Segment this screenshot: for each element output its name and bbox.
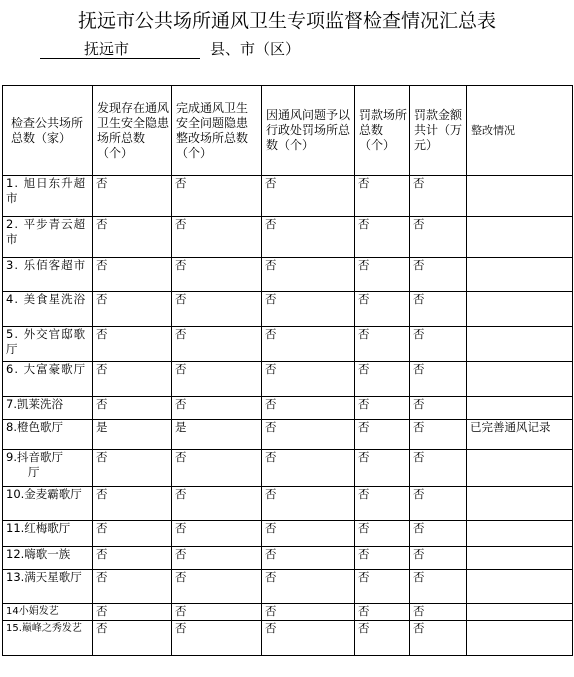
region-city: 抚远市 [40, 40, 200, 59]
hazard-found-cell: 否 [93, 450, 172, 487]
table-header-row [3, 86, 573, 176]
venue-name: 3. 乐佰客超市 [6, 258, 87, 272]
venue-name: 9.抖音歌厅 [6, 450, 63, 464]
rectified-cell: 否 [172, 327, 262, 362]
venue-name-cell [3, 362, 93, 397]
header-hazard-venues: 发现存在通风卫生安全隐患场所总数（个） [93, 86, 172, 176]
header-penalized-venues: 因通风问题予以行政处罚场所总数（个） [262, 86, 355, 176]
venue-name: 12.嗨歌一族 [6, 547, 71, 561]
rectification-status-cell [467, 604, 573, 621]
rectification-status-cell [467, 570, 573, 604]
hazard-found-cell: 否 [93, 487, 172, 521]
venue-name-cell [3, 176, 93, 217]
fine-amount-cell: 否 [410, 258, 467, 292]
rectification-status-cell [467, 547, 573, 570]
fine-amount-cell: 否 [410, 570, 467, 604]
region-line [40, 40, 300, 60]
table-row [3, 487, 573, 521]
venue-name: 5. 外交官邸歌厅 [6, 327, 87, 356]
venue-name-cell [3, 258, 93, 292]
rectification-status-cell [467, 176, 573, 217]
hazard-found-cell: 否 [93, 570, 172, 604]
penalized-cell: 否 [262, 570, 355, 604]
venue-name: 2. 平步青云超市 [6, 217, 87, 246]
venue-name: 1. 旭日东升超市 [6, 176, 87, 205]
rectified-cell: 否 [172, 217, 262, 258]
fine-amount-cell: 否 [410, 604, 467, 621]
hazard-found-cell: 否 [93, 258, 172, 292]
venue-name-cell [3, 217, 93, 258]
fine-amount-cell: 否 [410, 547, 467, 570]
venue-name-cell [3, 521, 93, 547]
fine-amount-cell: 否 [410, 176, 467, 217]
fined-cell: 否 [355, 487, 410, 521]
rectified-cell: 否 [172, 487, 262, 521]
fine-amount-cell: 否 [410, 621, 467, 656]
venue-name-cell [3, 487, 93, 521]
rectified-cell: 否 [172, 176, 262, 217]
venue-name: 11.红梅歌厅 [6, 521, 71, 535]
table-row [3, 570, 573, 604]
rectification-status-cell [467, 521, 573, 547]
venue-name: 6. 大富豪歌厅 [6, 362, 87, 376]
rectified-cell: 否 [172, 362, 262, 397]
fine-amount-cell: 否 [410, 450, 467, 487]
venue-name-cell [3, 570, 93, 604]
fine-amount-cell: 否 [410, 487, 467, 521]
penalized-cell: 否 [262, 292, 355, 327]
fined-cell: 否 [355, 176, 410, 217]
venue-name: 4. 美食星洗浴 [6, 292, 87, 306]
venue-name-cell [3, 604, 93, 621]
fined-cell: 否 [355, 450, 410, 487]
hazard-found-cell: 否 [93, 547, 172, 570]
fined-cell: 否 [355, 604, 410, 621]
penalized-cell: 否 [262, 327, 355, 362]
hazard-found-cell: 否 [93, 604, 172, 621]
inspection-summary-table [2, 85, 573, 656]
table-row [3, 450, 573, 487]
fined-cell: 否 [355, 397, 410, 420]
fine-amount-cell: 否 [410, 521, 467, 547]
rectified-cell: 否 [172, 604, 262, 621]
rectified-cell: 否 [172, 547, 262, 570]
rectified-cell: 否 [172, 450, 262, 487]
penalized-cell: 否 [262, 450, 355, 487]
venue-name: 10.金麦霸歌厅 [6, 487, 82, 501]
rectified-cell: 否 [172, 521, 262, 547]
fined-cell: 否 [355, 547, 410, 570]
fined-cell: 否 [355, 570, 410, 604]
venue-name: 7.凯莱洗浴 [6, 397, 63, 411]
venue-name: 13.满天星歌厅 [6, 570, 82, 584]
venue-name-continuation: 厅 [28, 465, 40, 479]
venue-name: 8.橙色歌厅 [6, 420, 63, 434]
rectification-status-cell: 已完善通风记录 [467, 420, 573, 450]
rectified-cell: 否 [172, 397, 262, 420]
penalized-cell: 否 [262, 217, 355, 258]
table-row [3, 217, 573, 258]
hazard-found-cell: 否 [93, 176, 172, 217]
penalized-cell: 否 [262, 420, 355, 450]
penalized-cell: 否 [262, 176, 355, 217]
table-row [3, 621, 573, 656]
hazard-found-cell: 否 [93, 521, 172, 547]
fined-cell: 否 [355, 258, 410, 292]
rectified-cell: 否 [172, 258, 262, 292]
venue-name-cell [3, 327, 93, 362]
hazard-found-cell: 否 [93, 217, 172, 258]
venue-name-cell [3, 450, 93, 487]
table-row [3, 547, 573, 570]
fined-cell: 否 [355, 217, 410, 258]
fine-amount-cell: 否 [410, 217, 467, 258]
header-fine-amount: 罚款金额共计（万元） [410, 86, 467, 176]
table-row [3, 604, 573, 621]
rectified-cell: 否 [172, 292, 262, 327]
fined-cell: 否 [355, 362, 410, 397]
hazard-found-cell: 否 [93, 621, 172, 656]
table-row [3, 362, 573, 397]
hazard-found-cell: 否 [93, 362, 172, 397]
hazard-found-cell: 是 [93, 420, 172, 450]
table-row [3, 292, 573, 327]
fine-amount-cell: 否 [410, 292, 467, 327]
fined-cell: 否 [355, 621, 410, 656]
rectification-status-cell [467, 621, 573, 656]
venue-name-cell [3, 292, 93, 327]
rectified-cell: 否 [172, 570, 262, 604]
rectification-status-cell [467, 487, 573, 521]
rectification-status-cell [467, 397, 573, 420]
penalized-cell: 否 [262, 362, 355, 397]
fine-amount-cell: 否 [410, 397, 467, 420]
fined-cell: 否 [355, 420, 410, 450]
header-rectification-status: 整改情况 [467, 86, 573, 176]
header-total-venues: 检查公共场所总数（家） [3, 86, 93, 176]
fine-amount-cell: 否 [410, 362, 467, 397]
fined-cell: 否 [355, 327, 410, 362]
rectified-cell: 否 [172, 621, 262, 656]
penalized-cell: 否 [262, 547, 355, 570]
fined-cell: 否 [355, 521, 410, 547]
table-row [3, 420, 573, 450]
fine-amount-cell: 否 [410, 327, 467, 362]
fined-cell: 否 [355, 292, 410, 327]
table-row [3, 176, 573, 217]
rectification-status-cell [467, 217, 573, 258]
hazard-found-cell: 否 [93, 397, 172, 420]
penalized-cell: 否 [262, 397, 355, 420]
penalized-cell: 否 [262, 604, 355, 621]
rectification-status-cell [467, 292, 573, 327]
venue-name: 14小娟发艺 [6, 606, 59, 617]
venue-name-cell [3, 547, 93, 570]
venue-name-cell [3, 397, 93, 420]
rectification-status-cell [467, 258, 573, 292]
rectification-status-cell [467, 362, 573, 397]
rectified-cell: 是 [172, 420, 262, 450]
hazard-found-cell: 否 [93, 292, 172, 327]
table-row [3, 258, 573, 292]
table-row [3, 521, 573, 547]
penalized-cell: 否 [262, 621, 355, 656]
header-rectified-venues: 完成通风卫生安全问题隐患整改场所总数（个） [172, 86, 262, 176]
rectification-status-cell [467, 327, 573, 362]
penalized-cell: 否 [262, 258, 355, 292]
header-fined-venues: 罚款场所总数（个） [355, 86, 410, 176]
region-county-label: 县、市（区） [210, 40, 301, 58]
hazard-found-cell: 否 [93, 327, 172, 362]
venue-name-cell [3, 621, 93, 656]
penalized-cell: 否 [262, 487, 355, 521]
venue-name: 15.巅峰之秀发艺 [6, 623, 82, 634]
table-row [3, 327, 573, 362]
fine-amount-cell: 否 [410, 420, 467, 450]
penalized-cell: 否 [262, 521, 355, 547]
document-title: 抚远市公共场所通风卫生专项监督检查情况汇总表 [77, 10, 496, 32]
table-row [3, 397, 573, 420]
venue-name-cell [3, 420, 93, 450]
rectification-status-cell [467, 450, 573, 487]
